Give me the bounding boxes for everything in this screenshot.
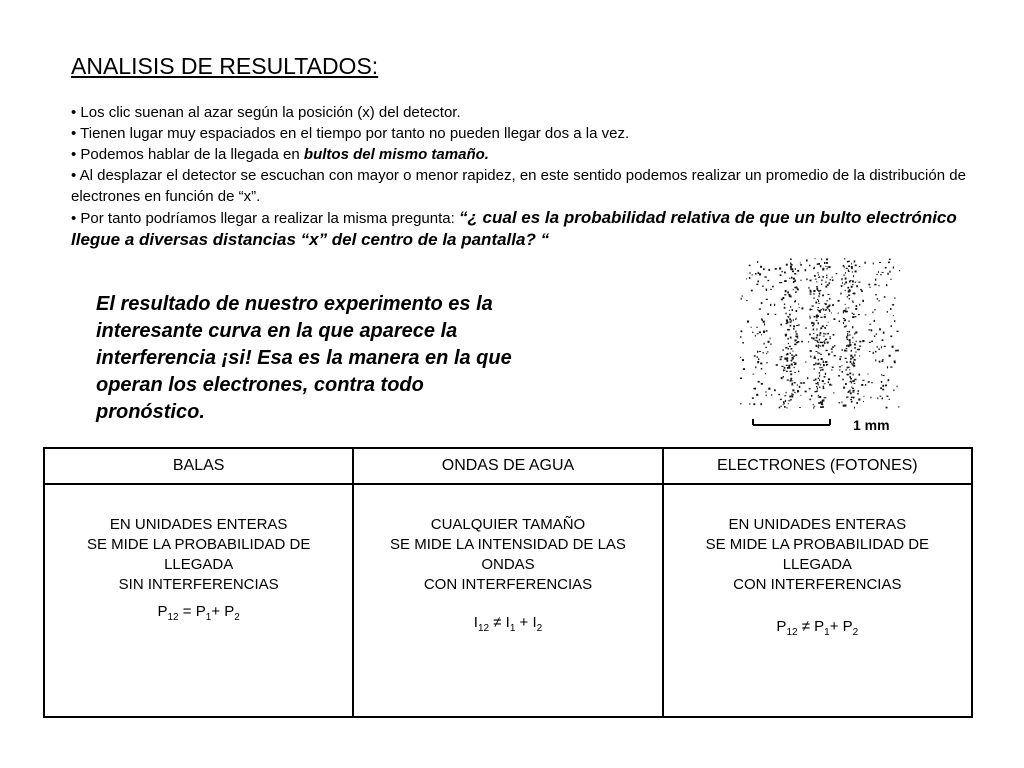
formula-balas: $P_{12} = P_1+ P_2$: [157, 603, 240, 623]
cell-ondas: [353, 484, 662, 717]
formula-electrones: $P_{12} \ne P_1+ P_2$: [776, 618, 859, 638]
cell-line: EN UNIDADES ENTERAS: [109, 516, 288, 533]
scale-bar: [753, 419, 830, 425]
cell-line: CON INTERFERENCIAS: [423, 576, 593, 593]
bullet-5-text: • Por tanto podríamos llegar a realizar la misma pregunta:: [71, 210, 459, 227]
table-row: [44, 484, 972, 717]
comparison-table: [43, 447, 973, 718]
header-ondas: ONDAS DE AGUA: [353, 448, 662, 484]
cell-line: SE MIDE LA INTENSIDAD DE LAS ONDAS: [390, 536, 626, 573]
bullet-5: [71, 207, 971, 251]
header-electrones: ELECTRONES (FOTONES): [663, 448, 972, 484]
header-balas: BALAS: [44, 448, 353, 484]
bullet-3-text: • Podemos hablar de la llegada en: [71, 146, 304, 163]
bullet-2: • Tienen lugar muy espaciados en el tiempo por tanto no pueden llegar dos a la vez.: [71, 125, 630, 142]
bullet-5-question: “¿ cual es la probabilidad relativa de que un bulto electrónico llegue a diversas distancias “x” del centro de la pantalla? “: [71, 208, 957, 249]
conclusion-text: El resultado de nuestro experimento es la interesante curva en la que aparece la interferencia ¡si! Esa es la manera en la que operan los electrones, contra todo pronóstico.: [96, 293, 512, 423]
cell-balas: [44, 484, 353, 717]
cell-line: SE MIDE LA PROBABILIDAD DE LLEGADA: [86, 536, 311, 573]
interference-dots: [740, 258, 900, 408]
bullet-3-emphasis: bultos del mismo tamaño: [303, 146, 485, 163]
cell-line: EN UNIDADES ENTERAS: [728, 516, 907, 533]
cell-electrones: [663, 484, 972, 717]
bullet-3: [71, 144, 971, 165]
scale-label: 1 mm: [853, 417, 890, 433]
cell-line: CUALQUIER TAMAÑO: [430, 516, 586, 533]
formula-ondas: $I_{12} \ne I_1 + I_2$: [473, 614, 543, 634]
bullet-1: • Los clic suenan al azar según la posición (x) del detector.: [71, 104, 461, 121]
electron-interference-pattern: [735, 253, 920, 433]
bullet-3-period: .: [484, 146, 489, 163]
cell-line: SE MIDE LA PROBABILIDAD DE LLEGADA: [705, 536, 930, 573]
cell-line: CON INTERFERENCIAS: [733, 576, 902, 593]
results-bullets: [71, 102, 971, 251]
slide-title: ANALISIS DE RESULTADOS:: [71, 53, 379, 79]
bullet-4: • Al desplazar el detector se escuchan con mayor o menor rapidez, en este sentido podemos realizar un promedio de la distribución de electrones en función de “x”.: [71, 167, 966, 205]
table-header-row: [44, 448, 972, 484]
cell-line: SIN INTERFERENCIAS: [118, 576, 279, 593]
